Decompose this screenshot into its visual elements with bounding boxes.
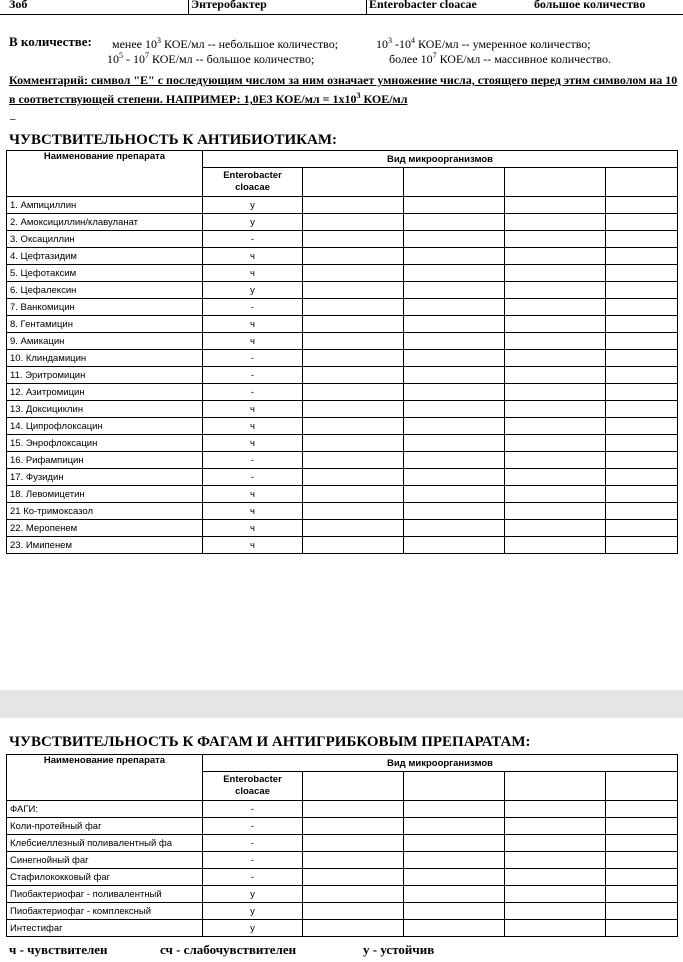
empty-cell [505,537,606,554]
empty-cell [404,869,505,886]
table-row [7,886,678,903]
empty-cell [505,282,606,299]
drug-name: 16. Рифампицин [7,452,203,469]
empty-cell [303,835,404,852]
table-row [7,282,678,299]
dash-mark: – [10,114,16,125]
phages-section-title: ЧУВСТВИТЕЛЬНОСТЬ К ФАГАМ И АНТИГРИБКОВЫМ ПРЕПАРАТАМ: [9,734,531,750]
empty-cell [505,469,606,486]
empty-cell [606,469,678,486]
drug-name: 17. Фузидин [7,469,203,486]
drug-name: 11. Эритромицин [7,367,203,384]
drug-name: 14. Ципрофлоксацин [7,418,203,435]
drug-name: 6. Цефалексин [7,282,203,299]
sensitivity-value: у [203,282,303,299]
empty-cell [606,333,678,350]
empty-cell [606,852,678,869]
quantity-line-1b: $10^3$ $-10^4$ КОЕ/мл -- умеренное количество; [376,36,591,51]
sample-type: Зоб [9,0,28,11]
table-row [7,835,678,852]
sensitivity-value: - [203,869,303,886]
empty-cell [606,835,678,852]
sensitivity-value: ч [203,333,303,350]
empty-cell [404,835,505,852]
empty-cell [505,801,606,818]
empty-cell [505,486,606,503]
sensitivity-value: ч [203,537,303,554]
sensitivity-value: у [203,197,303,214]
empty-cell [606,282,678,299]
sensitivity-value: - [203,452,303,469]
empty-cell [404,350,505,367]
empty-cell [404,818,505,835]
empty-cell [404,231,505,248]
antibiotics-section-title: ЧУВСТВИТЕЛЬНОСТЬ К АНТИБИОТИКАМ: [9,132,338,148]
empty-cell [404,435,505,452]
empty-cell [404,214,505,231]
sensitivity-value: - [203,350,303,367]
col-header-organisms: Вид микроорганизмов [203,151,678,168]
table-row [7,435,678,452]
empty-cell [404,801,505,818]
phages-table [6,754,678,937]
empty-cell [404,248,505,265]
table-row [7,503,678,520]
drug-name: 23. Имипенем [7,537,203,554]
empty-cell [606,537,678,554]
empty-cell [606,265,678,282]
sensitivity-value: ч [203,435,303,452]
empty-cell [404,384,505,401]
empty-cell [303,852,404,869]
empty-cell [606,214,678,231]
drug-name: 4. Цефтазидим [7,248,203,265]
empty-cell [505,886,606,903]
empty-cell [606,316,678,333]
table-row [7,316,678,333]
empty-cell [303,418,404,435]
empty-cell [303,486,404,503]
drug-name: 7. Ванкомицин [7,299,203,316]
empty-cell [303,367,404,384]
empty-cell [505,384,606,401]
empty-cell [606,418,678,435]
organism-name-latin: Enterobacter cloacae [369,0,477,11]
empty-cell [303,299,404,316]
empty-cell [303,886,404,903]
drug-name: ФАГИ: [7,801,203,818]
empty-cell [505,452,606,469]
page-gap [0,690,683,718]
table-row [7,852,678,869]
sensitivity-value: - [203,835,303,852]
empty-cell [606,197,678,214]
empty-cell [505,231,606,248]
empty-cell [505,852,606,869]
empty-cell [303,520,404,537]
empty-cell [303,231,404,248]
empty-cell [303,333,404,350]
table-row [7,903,678,920]
drug-name: 21 Ко-тримоксазол [7,503,203,520]
empty-cell [303,920,404,937]
sensitivity-value: ч [203,248,303,265]
sensitivity-value: - [203,469,303,486]
drug-name: 8. Гентамицин [7,316,203,333]
table-row [7,367,678,384]
drug-name: 22. Меропенем [7,520,203,537]
empty-cell [505,869,606,886]
empty-cell [606,367,678,384]
table-row [7,265,678,282]
drug-name: 18. Левомицетин [7,486,203,503]
table-row [7,486,678,503]
empty-cell [303,384,404,401]
table-row [7,350,678,367]
table-row [7,818,678,835]
sensitivity-value: ч [203,316,303,333]
empty-cell [404,401,505,418]
empty-cell [505,520,606,537]
empty-cell [505,835,606,852]
table-row [7,197,678,214]
sensitivity-value: ч [203,401,303,418]
empty-cell [606,801,678,818]
empty-cell [303,903,404,920]
empty-cell [606,299,678,316]
table-row [7,384,678,401]
empty-cell [505,214,606,231]
sensitivity-value: у [203,214,303,231]
table-row [7,214,678,231]
empty-cell [505,197,606,214]
table-row [7,299,678,316]
empty-cell [606,869,678,886]
sensitivity-value: у [203,903,303,920]
empty-cell [505,818,606,835]
empty-cell [505,503,606,520]
empty-cell [606,503,678,520]
empty-cell [404,333,505,350]
empty-cell [404,316,505,333]
table-row [7,418,678,435]
empty-cell [303,818,404,835]
sensitivity-value: - [203,367,303,384]
empty-cell [505,265,606,282]
sensitivity-value: ч [203,520,303,537]
empty-cell [303,197,404,214]
legend-sensitive: ч - чувствителен [9,942,108,957]
quantity-line-2b: более $10^7$ КОЕ/мл -- массивное количество. [389,51,611,66]
empty-cell [606,486,678,503]
empty-cell [404,265,505,282]
empty-cell [606,886,678,903]
empty-cell [505,350,606,367]
col-header-organism-1: Enterobacter cloacae [203,168,303,197]
col-header-organisms: Вид микроорганизмов [203,755,678,772]
empty-cell [303,469,404,486]
empty-cell [303,265,404,282]
empty-cell [404,367,505,384]
table-row [7,469,678,486]
table-row [7,920,678,937]
empty-cell [404,537,505,554]
empty-cell [303,248,404,265]
drug-name: Пиобактериофаг - поливалентный [7,886,203,903]
table-row [7,333,678,350]
quantity-label: В количестве: [9,34,92,49]
empty-cell [606,452,678,469]
drug-name: 5. Цефотаксим [7,265,203,282]
table-row [7,520,678,537]
drug-name: 15. Энрофлоксацин [7,435,203,452]
organism-summary-row [0,0,683,14]
drug-name: Синегнойный фаг [7,852,203,869]
drug-name: 9. Амикацин [7,333,203,350]
sensitivity-value: ч [203,503,303,520]
quantity-line-2a: $10^5 - 10^7$ КОЕ/мл -- большое количество; [107,51,315,66]
empty-cell [606,520,678,537]
empty-cell [303,537,404,554]
table-row [7,231,678,248]
drug-name: Коли-протейный фаг [7,818,203,835]
empty-cell [404,282,505,299]
empty-cell [606,384,678,401]
table-row [7,801,678,818]
sensitivity-value: - [203,299,303,316]
empty-cell [505,401,606,418]
drug-name: 3. Оксациллин [7,231,203,248]
empty-cell [606,231,678,248]
drug-name: Клебсиеллезный поливалентный фа [7,835,203,852]
sensitivity-value: - [203,852,303,869]
empty-cell [404,299,505,316]
drug-name: Интестифаг [7,920,203,937]
table-row [7,537,678,554]
table-row [7,401,678,418]
empty-cell [404,418,505,435]
empty-cell [303,214,404,231]
table-row [7,452,678,469]
empty-cell [303,452,404,469]
empty-cell [404,197,505,214]
empty-cell [303,350,404,367]
empty-cell [303,503,404,520]
empty-cell [404,503,505,520]
col-header-name: Наименование препарата [7,151,203,197]
empty-cell [404,886,505,903]
empty-cell [505,435,606,452]
sensitivity-value: - [203,818,303,835]
drug-name: Стафилококковый фаг [7,869,203,886]
legend-weakly-sensitive: сч - слабочувствителен [160,942,297,957]
organism-quantity: большое количество [534,0,646,11]
empty-cell [606,435,678,452]
table-row [7,869,678,886]
empty-cell [505,367,606,384]
empty-cell [303,869,404,886]
empty-cell [505,316,606,333]
empty-cell [404,903,505,920]
empty-cell [404,469,505,486]
empty-cell [303,801,404,818]
empty-cell [505,903,606,920]
empty-cell [404,520,505,537]
sensitivity-value: у [203,886,303,903]
report-page-2 [0,718,683,962]
empty-cell [505,333,606,350]
sensitivity-value: ч [203,418,303,435]
empty-cell [606,350,678,367]
sensitivity-value: ч [203,265,303,282]
empty-cell [404,920,505,937]
drug-name: 13. Доксициклин [7,401,203,418]
empty-cell [303,401,404,418]
empty-cell [404,452,505,469]
drug-name: Пиобактериофаг - комплексный [7,903,203,920]
empty-cell [303,435,404,452]
empty-cell [505,248,606,265]
empty-cell [404,852,505,869]
empty-cell [303,316,404,333]
drug-name: 10. Клиндамицин [7,350,203,367]
sensitivity-value: - [203,231,303,248]
empty-cell [606,248,678,265]
empty-cell [606,818,678,835]
empty-cell [505,920,606,937]
table-row [7,248,678,265]
sensitivity-value: ч [203,486,303,503]
drug-name: 2. Амоксициллин/клавуланат [7,214,203,231]
col-header-name: Наименование препарата [7,755,203,801]
quantity-line-1a: менее $10^3$ КОЕ/мл -- небольшое количество; [112,36,339,51]
sensitivity-value: у [203,920,303,937]
empty-cell [404,486,505,503]
empty-cell [505,299,606,316]
drug-name: 1. Ампициллин [7,197,203,214]
sensitivity-value: - [203,384,303,401]
sensitivity-value: - [203,801,303,818]
empty-cell [606,920,678,937]
legend-resistant: у - устойчив [363,942,435,957]
empty-cell [303,282,404,299]
drug-name: 12. Азитромицин [7,384,203,401]
empty-cell [606,401,678,418]
empty-cell [606,903,678,920]
antibiotics-table [6,150,678,554]
empty-cell [505,418,606,435]
organism-name-ru: Энтеробактер [191,0,267,11]
col-header-organism-1: Enterobacter cloacae [203,772,303,801]
comment-text: Комментарий: символ "Е" с последующим числом за ним означает умножение числа, стоящего перед этим символом на 10 в соответствующей степени. НАПРИМЕР: 1,0Е3 $КОЕ/мл = 1х10^3$ КОЕ/мл [9,73,678,106]
